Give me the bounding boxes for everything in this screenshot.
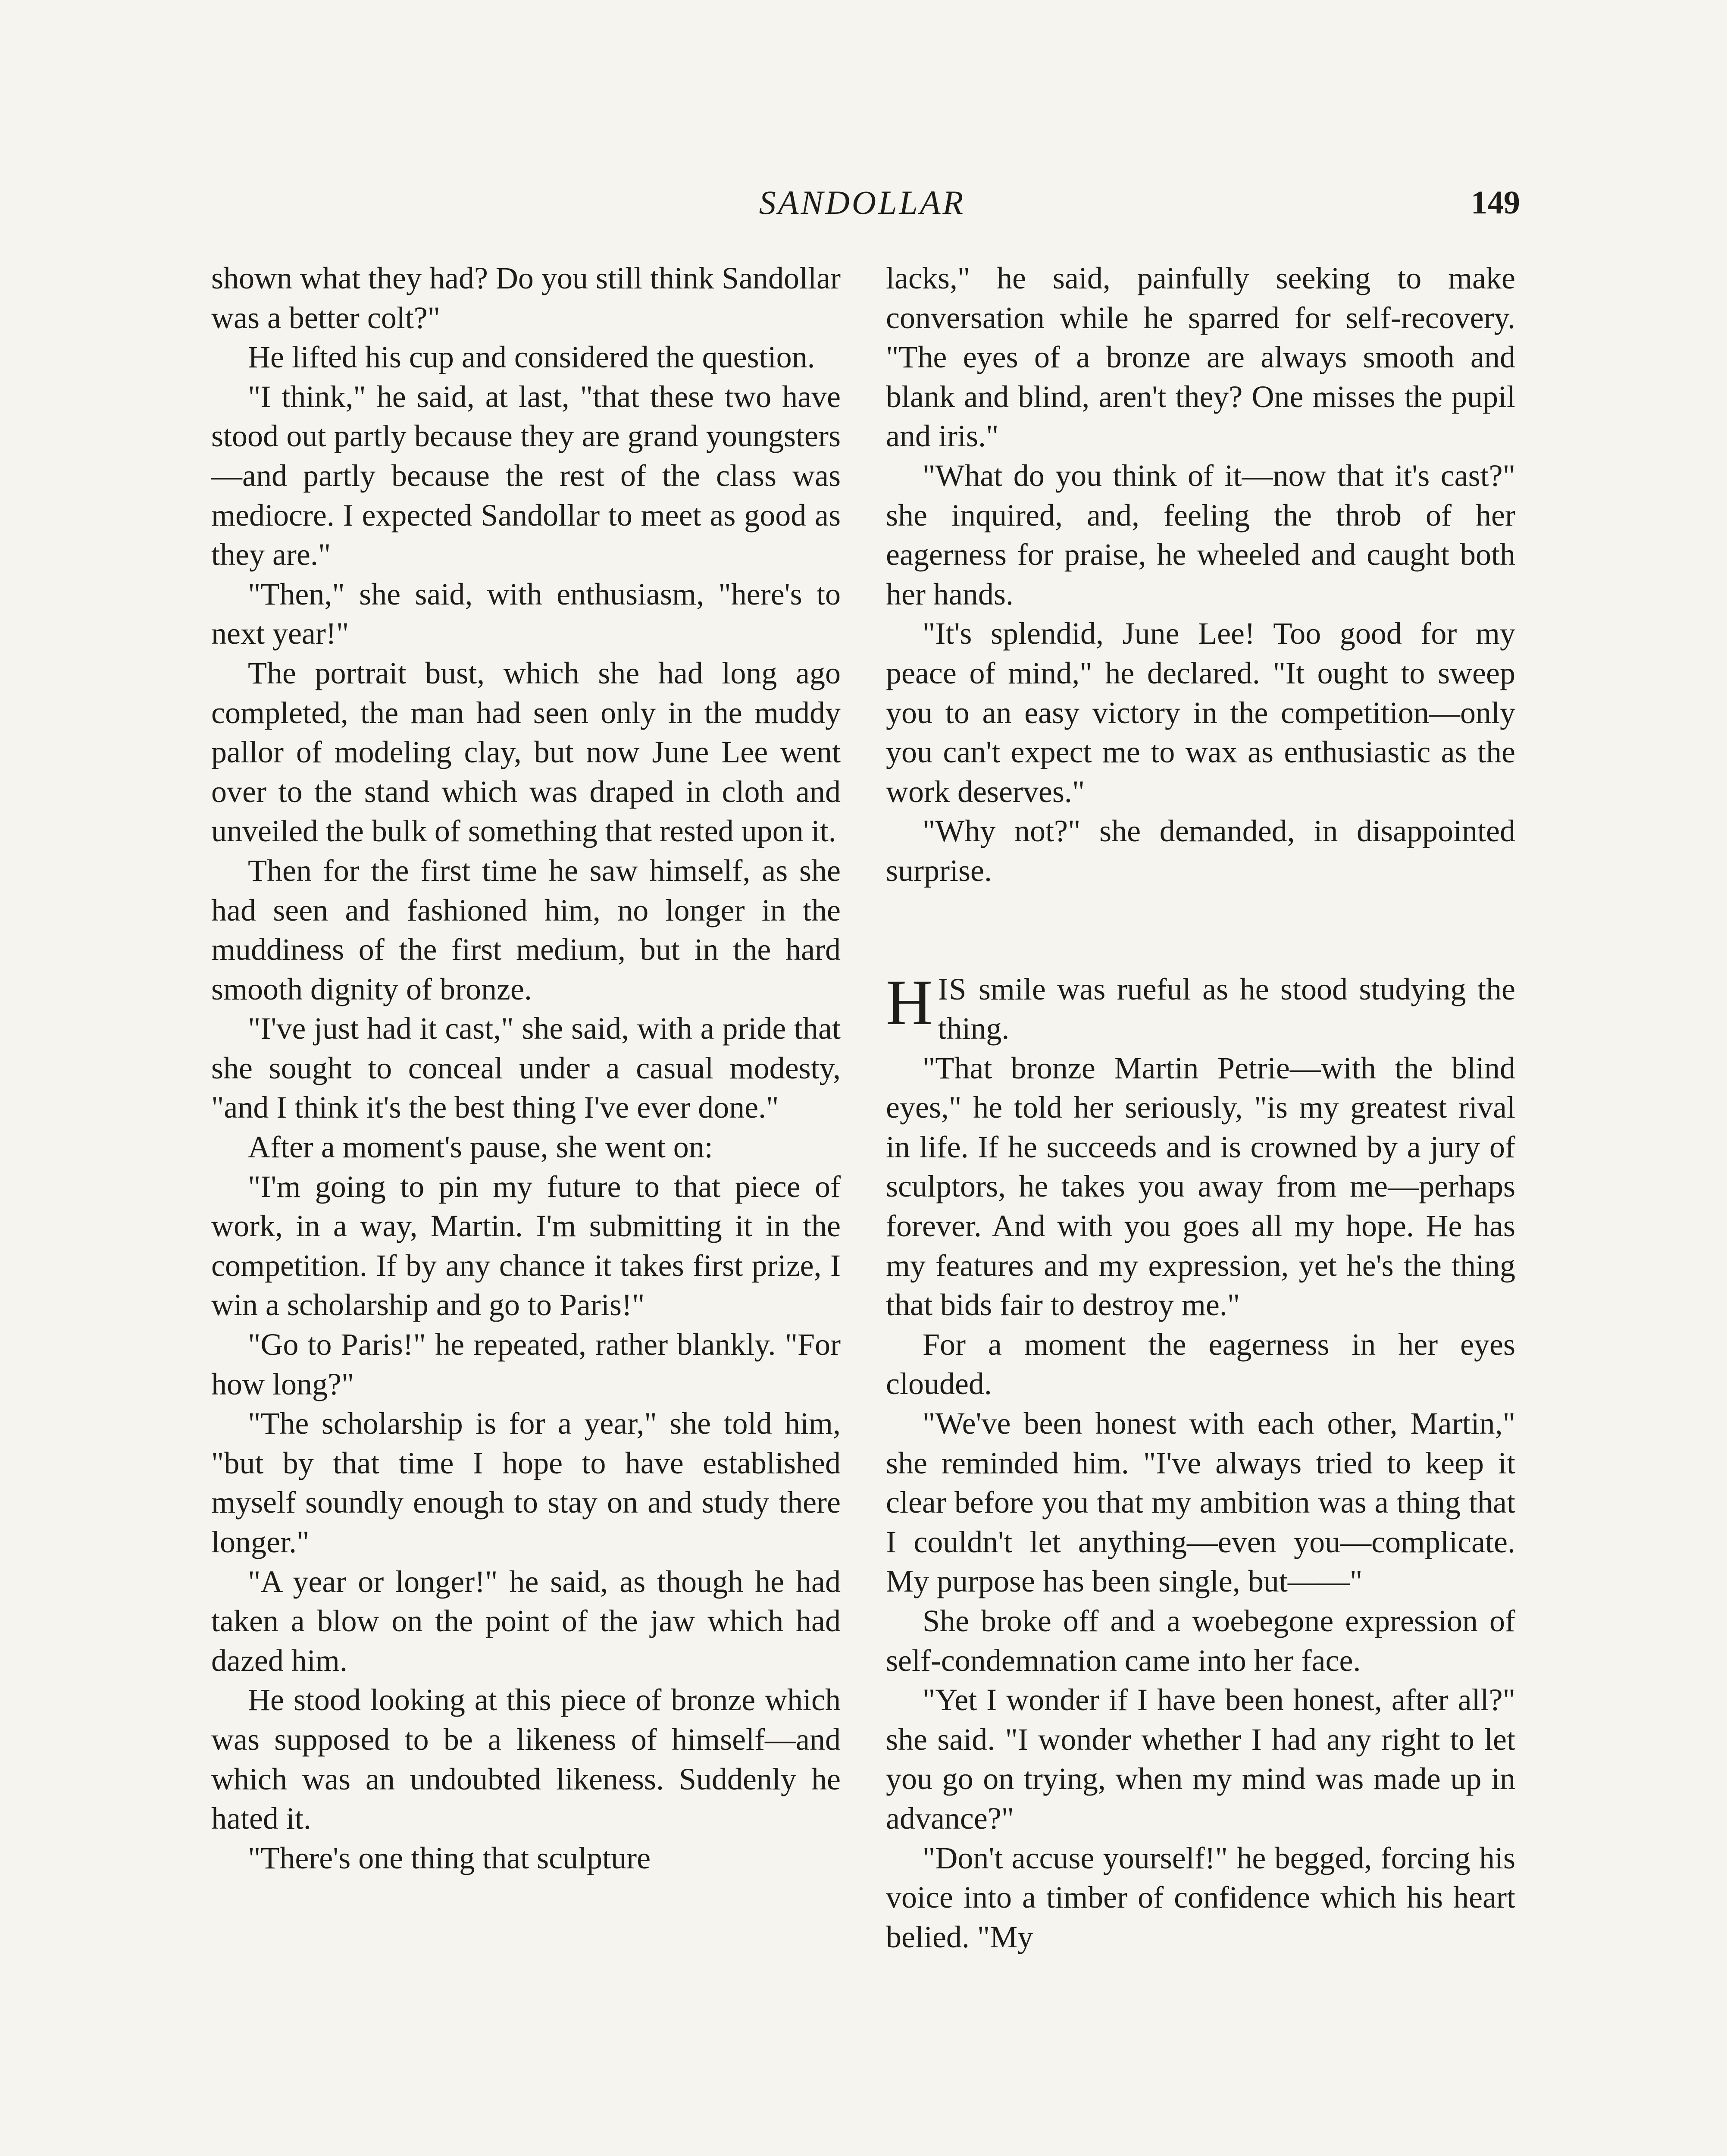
paragraph: She broke off and a woebegone expression of self-condemnation came into her face. [886,1604,1515,1678]
paragraph: "Yet I wonder if I have been honest, after all?" she said. "I wonder whether I had any right to let you go on trying, when my mind was made up in advance?" [886,1683,1515,1836]
running-title: SANDOLLAR [759,184,966,221]
paragraph: "Then," she said, with enthusiasm, "here's to next year!" [211,577,841,651]
paragraph: "We've been honest with each other, Martin," she reminded him. "I've always tried to keep it clear before you that my ambition was a thing that I couldn't let anything—even you—complicate. My purpose has been single, but——" [886,1406,1515,1599]
paragraph: "I think," he said, at last, "that these two have stood out partly because they are grand youngsters—and partly because the rest of the class was mediocre. I expected Sandollar to meet as good as they are." [211,379,841,572]
paragraph: "The scholarship is for a year," she told him, "but by that time I hope to have established myself soundly enough to stay on and study there longer." [211,1406,841,1559]
page-number: 149 [1471,185,1520,221]
paragraph: "Go to Paris!" he repeated, rather blankly. "For how long?" [211,1327,841,1401]
paragraph-text: smile was rueful as he stood studying the thing. [938,971,1515,1046]
paragraph: "There's one thing that sculpture [248,1840,651,1875]
paragraph: For a moment the eagerness in her eyes clouded. [886,1327,1515,1401]
paragraph: After a moment's pause, she went on: [248,1130,713,1165]
paragraph: "It's splendid, June Lee! Too good for my peace of mind," he declared. "It ought to sweep you to an easy victory in the competition—only you can't expect me to wax as enthusiastic as the work deserves." [886,616,1515,809]
paragraph: "Why not?" she demanded, in disappointed surprise. [886,814,1515,888]
drop-cap: H [886,966,933,1038]
paragraph: "That bronze Martin Petrie—with the blind eyes," he told her seriously, "is my greatest rival in life. If he succeeds and is crowned by a jury of sculptors, he takes you away from me—perhaps forever. And with you goes all my hope. He has my features and my expression, yet he's the thing that bids fair to destroy me." [886,1050,1515,1322]
section-opening-paragraph [886,966,1515,1049]
paragraph: lacks," he said, painfully seeking to make conversation while he sparred for self-recovery. "The eyes of a bronze are always smooth and blank and blind, aren't they? One misses the pupil and iris." [886,261,1515,454]
paragraph: "A year or longer!" he said, as though he had taken a blow on the point of the jaw which had dazed him. [211,1564,841,1678]
drop-cap-continuation: IS [938,971,967,1006]
paragraph: "I'm going to pin my future to that piece of work, in a way, Martin. I'm submitting it in the competition. If by any chance it takes first prize, I win a scholarship and go to Paris!" [211,1169,841,1322]
paragraph: He lifted his cup and considered the question. [248,340,815,375]
paragraph: "Don't accuse yourself!" he begged, forcing his voice into a timber of confidence which his heart belied. "My [886,1840,1515,1954]
paragraph: Then for the first time he saw himself, as she had seen and fashioned him, no longer in the muddiness of the first medium, but in the hard smooth dignity of bronze. [211,853,841,1006]
paragraph: He stood looking at this piece of bronze which was supposed to be a likeness of himself—and which was an undoubted likeness. Suddenly he hated it. [211,1683,841,1836]
paragraph: The portrait bust, which she had long ago completed, the man had seen only in the muddy pallor of modeling clay, but now June Lee went over to the stand which was draped in cloth and unveiled the bulk of something that rested upon it. [211,655,841,849]
paragraph: "I've just had it cast," she said, with a pride that she sought to conceal under a casual modesty, "and I think it's the best thing I've ever done." [211,1011,841,1125]
paragraph: shown what they had? Do you still think Sandollar was a better colt?" [211,261,841,335]
left-column [211,259,841,1878]
running-head [0,181,1727,224]
right-column [886,259,1515,1957]
paragraph: "What do you think of it—now that it's cast?" she inquired, and, feeling the throb of her eagerness for praise, he wheeled and caught both her hands. [886,458,1515,611]
